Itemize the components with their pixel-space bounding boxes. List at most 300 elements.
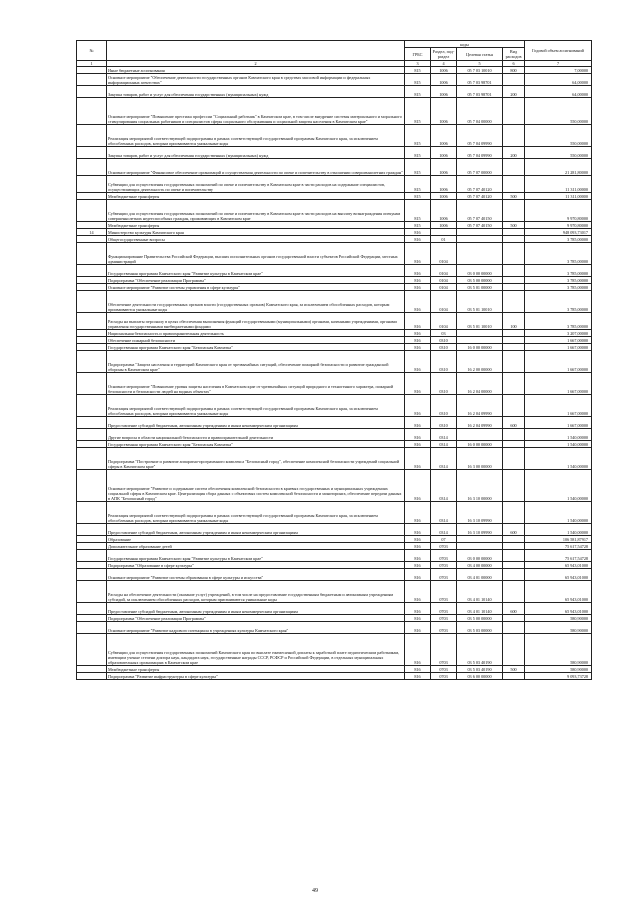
table-row xyxy=(77,229,592,236)
row-grbs: 816 xyxy=(405,562,431,569)
row-amount: 3 207,00000 xyxy=(525,330,592,337)
row-exptype xyxy=(503,125,525,147)
row-section: 1006 xyxy=(431,74,457,86)
table-row xyxy=(77,673,592,680)
row-exptype xyxy=(503,236,525,243)
table-row xyxy=(77,417,592,429)
row-number xyxy=(77,222,107,229)
row-amount: 3 785,00000 xyxy=(525,284,592,291)
row-exptype xyxy=(503,429,525,441)
row-target xyxy=(457,543,503,550)
row-name: Государственная программа Камчатского края "Развитие культуры в Камчатском крае" xyxy=(107,550,405,562)
row-target: 05 7 07 40150 xyxy=(457,200,503,222)
budget-table xyxy=(76,40,592,680)
row-name: Закупка товаров, работ и услуг для обеспечения государственных (муниципальных) нужд xyxy=(107,86,405,98)
row-exptype: 600 xyxy=(503,603,525,615)
row-name: Государственная программа Камчатского края "Безопасная Камчатка" xyxy=(107,344,405,351)
row-exptype xyxy=(503,569,525,581)
row-number xyxy=(77,291,107,313)
row-section: 0314 xyxy=(431,441,457,448)
colnum: 6 xyxy=(503,61,525,67)
row-amount: 3 785,00000 xyxy=(525,291,592,313)
row-exptype xyxy=(503,470,525,502)
row-section: 0314 xyxy=(431,502,457,524)
table-row xyxy=(77,441,592,448)
colnum: 1 xyxy=(77,61,107,67)
row-section: 0703 xyxy=(431,569,457,581)
row-target: 03 5 03 00000 xyxy=(457,622,503,634)
header-grbs: ГРБС xyxy=(405,48,431,61)
row-name: Предоставление субсидий бюджетным, автономным учреждениям и иным некоммерческим организациям xyxy=(107,603,405,615)
table-row xyxy=(77,330,592,337)
row-grbs: 815 xyxy=(405,67,431,74)
row-exptype xyxy=(503,243,525,265)
row-target: 03 5 00 00000 xyxy=(457,615,503,622)
row-grbs: 816 xyxy=(405,581,431,603)
row-number xyxy=(77,603,107,615)
row-exptype: 200 xyxy=(503,86,525,98)
table-row xyxy=(77,147,592,159)
table-row xyxy=(77,581,592,603)
row-target: 05 7 04 00000 xyxy=(457,98,503,125)
row-target: 03 4 00 00000 xyxy=(457,562,503,569)
colnum: 7 xyxy=(525,61,592,67)
row-exptype xyxy=(503,622,525,634)
row-number xyxy=(77,67,107,74)
table-row xyxy=(77,125,592,147)
row-exptype xyxy=(503,543,525,550)
row-target: 03 5 00 00000 xyxy=(457,277,503,284)
table-row xyxy=(77,562,592,569)
row-exptype xyxy=(503,550,525,562)
row-target: 16 3 10 09990 xyxy=(457,502,503,524)
table-row xyxy=(77,98,592,125)
row-grbs: 816 xyxy=(405,448,431,470)
row-amount: 75 617,54728 xyxy=(525,543,592,550)
row-exptype xyxy=(503,291,525,313)
table-row xyxy=(77,86,592,98)
row-section: 1006 xyxy=(431,159,457,176)
table-row xyxy=(77,176,592,193)
row-section: 0703 xyxy=(431,603,457,615)
row-name: Государственная программа Камчатского края "Развитие культуры в Камчатском крае" xyxy=(107,265,405,277)
table-row xyxy=(77,524,592,536)
row-exptype xyxy=(503,441,525,448)
row-exptype: 200 xyxy=(503,147,525,159)
row-target: 03 0 00 00000 xyxy=(457,550,503,562)
row-name: Межбюджетные трансферты xyxy=(107,222,405,229)
row-name: Реализация мероприятий соответствующей подпрограммы в рамках соответствующей государственной программы Камчатского края, за исключением обособленных расходов, которым присваиваются уникальные коды xyxy=(107,502,405,524)
row-number xyxy=(77,550,107,562)
row-section: 0310 xyxy=(431,344,457,351)
row-number xyxy=(77,243,107,265)
row-amount: 1 667,00000 xyxy=(525,395,592,417)
row-amount: 580,90000 xyxy=(525,634,592,666)
row-grbs: 816 xyxy=(405,313,431,330)
row-number xyxy=(77,351,107,373)
colnum: 4 xyxy=(431,61,457,67)
row-exptype xyxy=(503,98,525,125)
row-target: 05 7 04 09990 xyxy=(457,125,503,147)
row-grbs: 816 xyxy=(405,229,431,236)
header-num: № xyxy=(77,41,107,61)
header-codes: коды xyxy=(405,41,525,48)
row-target: 03 5 01 00000 xyxy=(457,284,503,291)
row-section: 0703 xyxy=(431,673,457,680)
row-exptype xyxy=(503,74,525,86)
row-target: 05 7 03 10010 xyxy=(457,67,503,74)
row-grbs: 816 xyxy=(405,603,431,615)
page-number: 49 xyxy=(312,888,318,894)
row-target: 16 0 00 00000 xyxy=(457,344,503,351)
row-grbs: 815 xyxy=(405,200,431,222)
row-amount: 3 785,00000 xyxy=(525,243,592,265)
row-section: 0104 xyxy=(431,243,457,265)
row-name: Основное мероприятие "Развитие системы управления в сфере культуры" xyxy=(107,284,405,291)
table-row xyxy=(77,236,592,243)
table-row xyxy=(77,344,592,351)
row-number xyxy=(77,193,107,200)
header-target: Целевая статья xyxy=(457,48,503,61)
row-name: Предоставление субсидий бюджетным, автономным учреждениям и иным некоммерческим организациям xyxy=(107,524,405,536)
table-row xyxy=(77,291,592,313)
row-number: 14 xyxy=(77,229,107,236)
row-amount: 1 540,00000 xyxy=(525,470,592,502)
row-exptype: 500 xyxy=(503,666,525,673)
row-target: 05 7 03 98701 xyxy=(457,86,503,98)
row-grbs: 816 xyxy=(405,330,431,337)
row-target: 16 2 04 00000 xyxy=(457,373,503,395)
row-name: Национальная безопасность и правоохранительная деятельность xyxy=(107,330,405,337)
row-name: Государственная программа Камчатского края "Безопасная Камчатка" xyxy=(107,441,405,448)
row-exptype xyxy=(503,562,525,569)
row-number xyxy=(77,429,107,441)
row-section: 0310 xyxy=(431,417,457,429)
table-row xyxy=(77,536,592,543)
budget-table-sheet xyxy=(76,40,591,680)
header-section: Раздел, под-раздел xyxy=(431,48,457,61)
row-target: 03 5 01 10010 xyxy=(457,313,503,330)
row-section: 1006 xyxy=(431,125,457,147)
row-number xyxy=(77,265,107,277)
row-exptype: 600 xyxy=(503,524,525,536)
row-section: 1006 xyxy=(431,222,457,229)
row-section: 0314 xyxy=(431,524,457,536)
row-number xyxy=(77,581,107,603)
table-row xyxy=(77,395,592,417)
row-section: 0703 xyxy=(431,562,457,569)
row-section: 0703 xyxy=(431,581,457,603)
row-name: Обеспечение деятельности государственных органов власти (государственных органов) Камчатского края, за исключением обособленных расходов, которым присваиваются уникальные коды xyxy=(107,291,405,313)
row-grbs: 816 xyxy=(405,243,431,265)
row-grbs: 816 xyxy=(405,395,431,417)
table-body xyxy=(77,67,592,680)
table-row xyxy=(77,265,592,277)
row-amount: 9 970,80000 xyxy=(525,222,592,229)
row-number xyxy=(77,236,107,243)
row-name: Субвенции для осуществления государственных полномочий по опеке и попечительству в Камчатском крае в части расходов на выплату вознаграждения опекунам совершеннолетних недееспособных граждан, проживающих в Камчатском крае xyxy=(107,200,405,222)
row-target: 05 7 07 00000 xyxy=(457,159,503,176)
table-row xyxy=(77,243,592,265)
row-section: 0703 xyxy=(431,615,457,622)
row-exptype xyxy=(503,229,525,236)
row-target: 03 4 01 00000 xyxy=(457,569,503,581)
colnum: 2 xyxy=(107,61,405,67)
row-grbs: 815 xyxy=(405,159,431,176)
row-grbs: 816 xyxy=(405,291,431,313)
row-amount: 7,00000 xyxy=(525,67,592,74)
row-amount: 550,00000 xyxy=(525,147,592,159)
row-number xyxy=(77,313,107,330)
row-number xyxy=(77,125,107,147)
row-amount: 1 540,00000 xyxy=(525,524,592,536)
row-name: Подпрограмма "Построение и развитие аппаратно-программного комплекса "Безопасный город", обеспечение комплексной безопасности учреждений социальной сферы в Камчатском крае" xyxy=(107,448,405,470)
row-number xyxy=(77,159,107,176)
row-amount: 3 785,00000 xyxy=(525,277,592,284)
row-amount: 550,00000 xyxy=(525,98,592,125)
row-grbs: 816 xyxy=(405,373,431,395)
row-section: 0703 xyxy=(431,634,457,666)
row-exptype xyxy=(503,373,525,395)
table-row xyxy=(77,502,592,524)
row-name: Иные бюджетные ассигнования xyxy=(107,67,405,74)
row-grbs: 816 xyxy=(405,265,431,277)
row-section: 1006 xyxy=(431,98,457,125)
row-name: Предоставление субсидий бюджетным, автономным учреждениям и иным некоммерческим организациям xyxy=(107,417,405,429)
row-exptype xyxy=(503,615,525,622)
row-number xyxy=(77,502,107,524)
row-section: 0703 xyxy=(431,666,457,673)
row-target: 03 4 01 10140 xyxy=(457,603,503,615)
row-grbs: 816 xyxy=(405,429,431,441)
row-exptype: 100 xyxy=(503,313,525,330)
table-row xyxy=(77,313,592,330)
row-exptype xyxy=(503,159,525,176)
row-name: Основное мероприятие "Обеспечение деятельности государственных органов Камчатского края в средствах массовой информации и федеральных информационных агентствах" xyxy=(107,74,405,86)
row-target xyxy=(457,330,503,337)
row-name: Субвенции для осуществления государственных полномочий Камчатского края по выплате ежемесячной доплаты к заработной плате педагогическим работникам, имеющим ученые степени доктора наук, кандидата наук, государственные награды СССР, РСФСР и Российской Федерации, в отдельных муниципальных образовательных организациях в Камчатском крае xyxy=(107,634,405,666)
row-grbs: 816 xyxy=(405,536,431,543)
row-target xyxy=(457,429,503,441)
row-target xyxy=(457,229,503,236)
table-row xyxy=(77,373,592,395)
row-amount: 65 943,01000 xyxy=(525,581,592,603)
row-target: 03 0 00 00000 xyxy=(457,265,503,277)
row-name: Расходы на выплаты персоналу в целях обеспечения выполнения функций государственными (муниципальными) органами, казенными учреждениями, органами управления государственными внебюджетными фондами xyxy=(107,313,405,330)
row-amount: 106 581,87917 xyxy=(525,536,592,543)
row-target: 16 3 10 09990 xyxy=(457,524,503,536)
row-target: 05 7 03 98701 xyxy=(457,74,503,86)
row-exptype: 800 xyxy=(503,67,525,74)
row-amount: 3 785,00000 xyxy=(525,265,592,277)
row-number xyxy=(77,98,107,125)
row-grbs: 816 xyxy=(405,470,431,502)
row-name: Основное мероприятие "Развитие и содержание систем обеспечения комплексной безопасности в краевых государственных и муниципальных учреждениях социальной сферы в Камчатском крае. Централизация сбора данных с объектовых систем комплексной безопасности и мониторинга, обеспечение передачи данных в АПК "Безопасный город" xyxy=(107,470,405,502)
row-grbs: 816 xyxy=(405,569,431,581)
row-exptype xyxy=(503,284,525,291)
row-amount: 11 311,00000 xyxy=(525,176,592,193)
row-amount: 64,00000 xyxy=(525,74,592,86)
row-amount: 1 667,00000 xyxy=(525,351,592,373)
table-row xyxy=(77,200,592,222)
row-target: 16 2 04 09990 xyxy=(457,395,503,417)
row-name: Обеспечение пожарной безопасности xyxy=(107,337,405,344)
row-section: 0104 xyxy=(431,284,457,291)
row-target: 05 7 07 40150 xyxy=(457,222,503,229)
row-section: 0310 xyxy=(431,373,457,395)
row-grbs: 816 xyxy=(405,284,431,291)
row-section: 03 xyxy=(431,330,457,337)
row-section: 07 xyxy=(431,536,457,543)
row-amount: 65 943,01000 xyxy=(525,562,592,569)
table-row xyxy=(77,159,592,176)
row-exptype xyxy=(503,330,525,337)
row-number xyxy=(77,74,107,86)
row-amount: 1 540,00000 xyxy=(525,441,592,448)
row-grbs: 816 xyxy=(405,634,431,666)
row-exptype xyxy=(503,337,525,344)
row-exptype xyxy=(503,502,525,524)
row-number xyxy=(77,395,107,417)
row-grbs: 815 xyxy=(405,176,431,193)
colnum: 3 xyxy=(405,61,431,67)
row-number xyxy=(77,417,107,429)
row-exptype xyxy=(503,344,525,351)
row-name: Общегосударственные вопросы xyxy=(107,236,405,243)
row-section: 0310 xyxy=(431,395,457,417)
row-exptype xyxy=(503,634,525,666)
row-exptype: 500 xyxy=(503,193,525,200)
row-number xyxy=(77,524,107,536)
row-number xyxy=(77,176,107,193)
row-exptype: 500 xyxy=(503,222,525,229)
row-amount: 65 943,01000 xyxy=(525,569,592,581)
row-target: 16 0 00 00000 xyxy=(457,441,503,448)
row-amount: 9 970,80000 xyxy=(525,200,592,222)
row-grbs: 815 xyxy=(405,193,431,200)
row-target xyxy=(457,243,503,265)
row-amount: 580,90000 xyxy=(525,622,592,634)
header-exptype: Вид расходов xyxy=(503,48,525,61)
row-name: Субвенции для осуществления государственных полномочий по опеке и попечительству в Камчатском крае в части расходов на содержание специалистов, осуществляющих деятельность по опеке и попечительству xyxy=(107,176,405,193)
row-amount: 580,90000 xyxy=(525,666,592,673)
row-name: Другие вопросы в области национальной безопасности и правоохранительной деятельности xyxy=(107,429,405,441)
row-grbs: 816 xyxy=(405,666,431,673)
table-row xyxy=(77,277,592,284)
row-name: Подпрограмма "Защита населения и территорий Камчатского края от чрезвычайных ситуаций, обеспечение пожарной безопасности и развитие гражданской обороны в Камчатском крае" xyxy=(107,351,405,373)
row-amount: 9 093,73728 xyxy=(525,673,592,680)
row-name: Межбюджетные трансферты xyxy=(107,193,405,200)
table-row xyxy=(77,429,592,441)
row-section: 1006 xyxy=(431,147,457,159)
row-number xyxy=(77,277,107,284)
table-row xyxy=(77,603,592,615)
row-name: Подпрограмма "Обеспечение реализации Программы" xyxy=(107,615,405,622)
row-name: Основное мероприятие "Финансовое обеспечение организаций и осуществления деятельности по опеке и попечительству в отношении совершеннолетних граждан" xyxy=(107,159,405,176)
row-target: 03 4 01 10140 xyxy=(457,581,503,603)
row-number xyxy=(77,344,107,351)
row-exptype xyxy=(503,265,525,277)
table-row xyxy=(77,470,592,502)
row-grbs: 815 xyxy=(405,98,431,125)
row-number xyxy=(77,673,107,680)
row-name: Подпрограмма "Образование в сфере культуры" xyxy=(107,562,405,569)
row-name: Министерство культуры Камчатского края xyxy=(107,229,405,236)
row-number xyxy=(77,634,107,666)
row-grbs: 815 xyxy=(405,74,431,86)
row-amount: 11 311,00000 xyxy=(525,193,592,200)
row-number xyxy=(77,543,107,550)
row-amount: 1 540,00000 xyxy=(525,502,592,524)
row-grbs: 816 xyxy=(405,417,431,429)
row-amount: 1 667,00000 xyxy=(525,337,592,344)
row-name: Закупка товаров, работ и услуг для обеспечения государственных (муниципальных) нужд xyxy=(107,147,405,159)
table-row xyxy=(77,634,592,666)
row-section: 0310 xyxy=(431,337,457,344)
table-row xyxy=(77,74,592,86)
row-target: 16 3 00 00000 xyxy=(457,448,503,470)
table-row xyxy=(77,550,592,562)
row-section: 0104 xyxy=(431,265,457,277)
row-target: 05 7 07 40120 xyxy=(457,193,503,200)
row-section: 0703 xyxy=(431,622,457,634)
row-section: 1006 xyxy=(431,67,457,74)
row-target: 03 5 03 40190 xyxy=(457,634,503,666)
row-section xyxy=(431,229,457,236)
row-number xyxy=(77,147,107,159)
row-number xyxy=(77,569,107,581)
row-exptype xyxy=(503,277,525,284)
row-amount: 948 093,73017 xyxy=(525,229,592,236)
row-grbs: 816 xyxy=(405,550,431,562)
row-grbs: 816 xyxy=(405,337,431,344)
row-amount: 1 667,00000 xyxy=(525,417,592,429)
row-target: 16 3 10 00000 xyxy=(457,470,503,502)
row-number xyxy=(77,200,107,222)
row-number xyxy=(77,666,107,673)
row-target: 03 5 03 40190 xyxy=(457,666,503,673)
row-section: 1006 xyxy=(431,193,457,200)
row-name: Дополнительное образование детей xyxy=(107,543,405,550)
row-amount: 65 943,01000 xyxy=(525,603,592,615)
table-row xyxy=(77,222,592,229)
row-section: 0314 xyxy=(431,448,457,470)
row-grbs: 816 xyxy=(405,344,431,351)
row-exptype xyxy=(503,176,525,193)
row-target xyxy=(457,236,503,243)
row-name: Подпрограмма "Развитие инфраструктуры в сфере культуры" xyxy=(107,673,405,680)
header-amount: Годовой объем ассигнований xyxy=(525,41,592,61)
row-grbs: 815 xyxy=(405,86,431,98)
row-target: 16 2 00 00000 xyxy=(457,351,503,373)
row-target: 05 7 04 09990 xyxy=(457,147,503,159)
row-amount: 64,00000 xyxy=(525,86,592,98)
row-section: 1006 xyxy=(431,176,457,193)
row-section: 0703 xyxy=(431,543,457,550)
row-grbs: 816 xyxy=(405,502,431,524)
row-amount: 1 667,00000 xyxy=(525,373,592,395)
table-row xyxy=(77,543,592,550)
table-row xyxy=(77,284,592,291)
row-name: Межбюджетные трансферты xyxy=(107,666,405,673)
row-name: Функционирование Правительства Российской Федерации, высших исполнительных органов государственной власти субъектов Российской Федерации, местных администраций xyxy=(107,243,405,265)
table-row xyxy=(77,351,592,373)
row-target xyxy=(457,337,503,344)
row-amount: 3 785,00000 xyxy=(525,313,592,330)
row-target: 05 7 07 40120 xyxy=(457,176,503,193)
row-grbs: 816 xyxy=(405,622,431,634)
row-target: 03 5 01 10010 xyxy=(457,291,503,313)
